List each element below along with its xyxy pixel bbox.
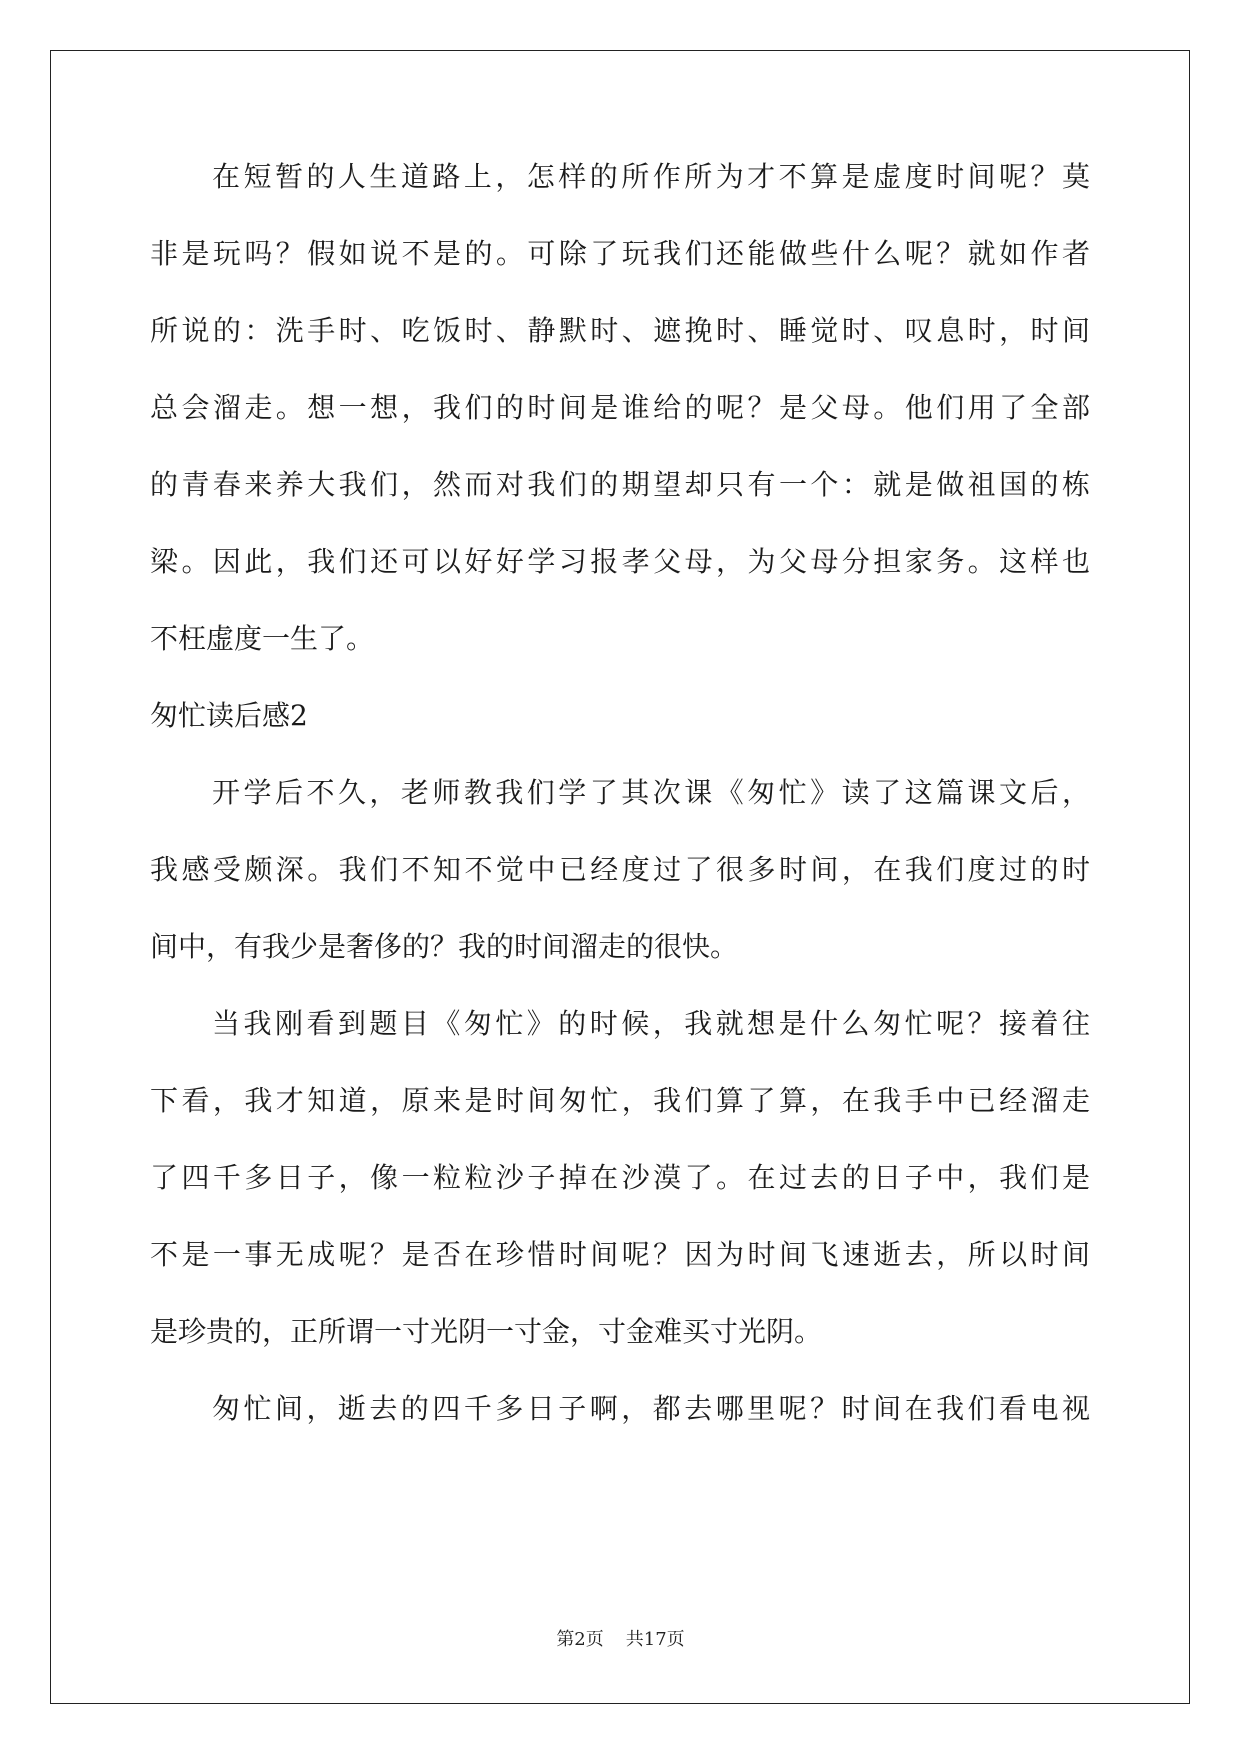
page-total: 共17页 — [625, 1629, 685, 1650]
text-line: 了四千多日子，像一粒粒沙子掉在沙漠了。在过去的日子中，我们是 — [150, 1161, 1090, 1194]
text-line: 当我刚看到题目《匆忙》的时候，我就想是什么匆忙呢？接着往 — [212, 1007, 1090, 1040]
text-line: 所说的：洗手时、吃饭时、静默时、遮挽时、睡觉时、叹息时，时间 — [150, 314, 1090, 347]
text-line: 开学后不久，老师教我们学了其次课《匆忙》读了这篇课文后， — [212, 776, 1090, 809]
text-line: 下看，我才知道，原来是时间匆忙，我们算了算，在我手中已经溜走 — [150, 1084, 1090, 1117]
text-line: 总会溜走。想一想，我们的时间是谁给的呢？是父母。他们用了全部 — [150, 391, 1090, 424]
text-line: 在短暂的人生道路上，怎样的所作所为才不算是虚度时间呢？莫 — [212, 160, 1090, 193]
document-body — [150, 160, 1090, 1469]
page-footer — [0, 1625, 1241, 1651]
text-line: 是珍贵的，正所谓一寸光阴一寸金，寸金难买寸光阴。 — [150, 1315, 823, 1348]
essay-paragraphs-2 — [150, 776, 1090, 1425]
essay-paragraphs-1 — [150, 160, 1090, 655]
text-line: 不枉虚度一生了。 — [150, 622, 375, 655]
text-line: 梁。因此，我们还可以好好学习报孝父母，为父母分担家务。这样也 — [150, 545, 1090, 578]
section-heading: 匆忙读后感2 — [150, 699, 308, 732]
text-line: 的青春来养大我们，然而对我们的期望却只有一个：就是做祖国的栋 — [150, 468, 1090, 501]
text-line: 非是玩吗？假如说不是的。可除了玩我们还能做些什么呢？就如作者 — [150, 237, 1090, 270]
text-line: 我感受颇深。我们不知不觉中已经度过了很多时间，在我们度过的时 — [150, 853, 1090, 886]
text-line: 间中，有我少是奢侈的？我的时间溜走的很快。 — [150, 930, 739, 963]
text-line: 不是一事无成呢？是否在珍惜时间呢？因为时间飞速逝去，所以时间 — [150, 1238, 1090, 1271]
text-line: 匆忙间，逝去的四千多日子啊，都去哪里呢？时间在我们看电视 — [212, 1392, 1090, 1425]
page-number: 第2页 — [556, 1629, 604, 1650]
